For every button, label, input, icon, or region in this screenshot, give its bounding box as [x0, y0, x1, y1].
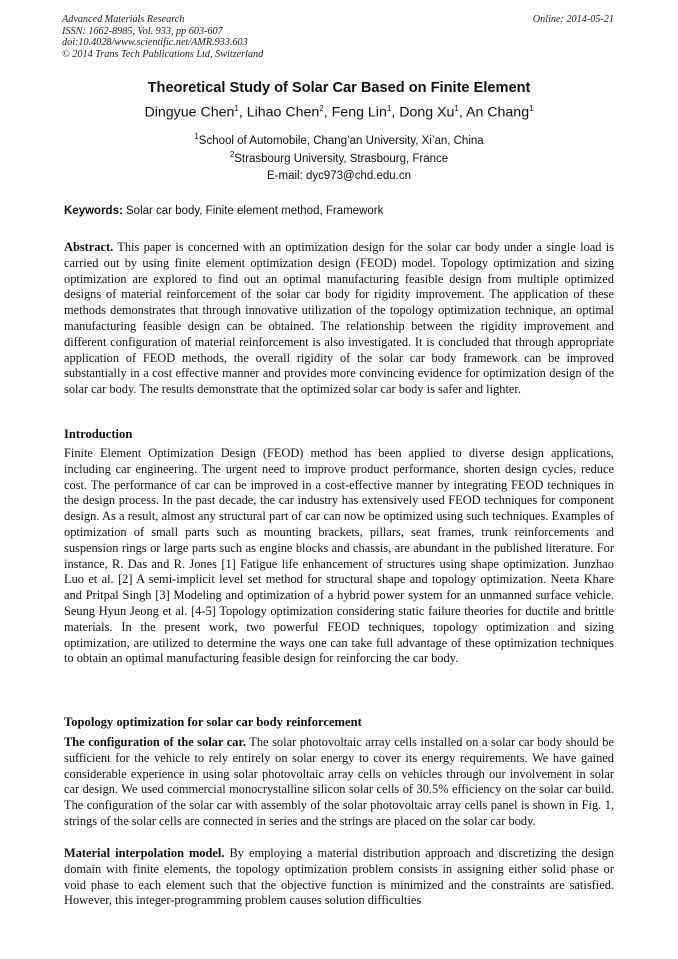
email: E-mail: dyc973@chd.edu.cn: [267, 170, 411, 182]
introduction-text: Finite Element Optimization Design (FEOD) method has been applied to diverse design applications, including car engineering. The urgent need to improve product performance, shorten design cycles, reduce cost. The performance of car can be improved in a cost-effective manner by integrating FEOD techniques in the design process. In the past decade, the car industry has extensively used FEOD techniques for component design. As a result, almost any structural part of car can now be optimized using such techniques. Examples of optimization of small parts such as mounting brackets, pillars, seat frames, trunk reinforcements and suspension rings or large parts such as engine blocks and chassis, are abundant in the published literature. For instance, R. Das and R. Jones [1] Fatigue life enhancement of structures using shape optimization. Junzhao Luo et al. [2] A semi-implicit level set method for structural shape and topology optimization. Neeta Khare and Pritpal Singh [3] Modeling and optimization of a hybrid power system for an unmanned surface vehicle. Seung Hyun Jeong et al. [4-5] Topology optimization considering static failure theories for ductile and brittle materials. In the present work, two powerful FEOD techniques, topology optimization and sizing optimization, are utilized to determine the ways one can take full advantage of these optimization techniques to obtain an optimal manufacturing feasible design for reinforcing the car body.: [64, 446, 614, 666]
abstract: [64, 240, 614, 398]
author-separator: ,: [238, 104, 247, 121]
affiliation-2: [0, 150, 678, 165]
affiliation-1: [0, 132, 678, 147]
copyright: © 2014 Trans Tech Publications Ltd, Switzerland: [62, 48, 264, 60]
author-affil-mark: 1: [529, 104, 534, 113]
paper-title: Theoretical Study of Solar Car Based on Finite Element: [147, 80, 531, 96]
author-list: [0, 104, 678, 121]
introduction-heading: Introduction: [64, 427, 133, 441]
material-paragraph: [64, 846, 614, 909]
author: Lihao Chen: [246, 104, 320, 121]
configuration-paragraph: [64, 735, 614, 830]
affiliation-text: Strasbourg University, Strasbourg, France: [234, 152, 449, 165]
material-label: Material interpolation model.: [64, 846, 225, 860]
affiliation-mark: 1: [194, 132, 199, 141]
abstract-text: This paper is concerned with an optimization design for the solar car body under a single load is carried out by using finite element optimization design (FEOD) model. Topology optimization and sizing optimization are explored to find out an optimal manufacturing feasible design from multiple optimized designs of material reinforcement of the solar car body for rigidity improvement. The application of these methods demonstrates that through innovative utilization of the topology optimization technique, an optimal manufacturing feasible design can be obtained. The relationship between the rigidity improvement and different configuration of material reinforcement is also investigated. It is concluded that through appropriate application of FEOD methods, the overall rigidity of the solar car body framework can be improved substantially in a cost effective manner and provides more convincing evidence for optimization design of the solar car body. The results demonstrate that the optimized solar car body is safer and lighter.: [64, 240, 615, 397]
author-affil-mark: 2: [319, 104, 324, 113]
author-affil-mark: 1: [234, 104, 239, 113]
author-separator: ,: [391, 104, 400, 121]
keywords-text: Solar car body, Finite element method, Framework: [126, 205, 384, 217]
topology-heading: Topology optimization for solar car body reinforcement: [64, 715, 362, 729]
author-separator: ,: [458, 104, 466, 121]
author: Dingyue Chen: [144, 104, 235, 121]
online-date: Online: 2014-05-21: [532, 14, 614, 25]
author-affil-mark: 1: [454, 104, 459, 113]
issn: ISSN: 1662-8985, Vol. 933, pp 603-607: [62, 25, 223, 37]
material-text: By employing a material distribution approach and discretizing the design domain with finite elements, the topology optimization problem consists in assigning either solid phase or void phase to each element such that the objective function is minimized and the constraints are satisfied. However, this integer-programming problem causes solution difficulties: [64, 846, 614, 908]
keywords: [64, 205, 383, 217]
author-separator: ,: [323, 104, 332, 121]
journal-name: Advanced Materials Research: [62, 14, 185, 25]
configuration-label: The configuration of the solar car.: [64, 735, 246, 749]
affiliation-mark: 2: [229, 150, 235, 159]
author: Feng Lin: [331, 104, 387, 121]
keywords-label: Keywords:: [64, 205, 123, 217]
abstract-label: Abstract.: [64, 240, 114, 254]
author: An Chang: [465, 104, 530, 121]
author-affil-mark: 1: [386, 104, 392, 113]
journal-meta: [62, 14, 263, 60]
affiliation-text: School of Automobile, Chang’an University, Xi’an, China: [198, 134, 484, 147]
doi: doi:10.4028/www.scientific.net/AMR.933.603: [62, 37, 248, 49]
author: Dong Xu: [399, 104, 455, 121]
configuration-text: The solar photovoltaic array cells installed on a solar car body should be sufficient for the vehicle to rely entirely on solar energy to cover its energy requirements. We have gained considerable experience in using solar photovoltaic array cells on vehicles through our involvement in solar car design. We used commercial monocrystalline silicon solar cells of 30.5% efficiency on the solar car build. The configuration of the solar car with assembly of the solar photovoltaic array cells panel is shown in Fig. 1, strings of the solar cells are connected in series and the strings are placed on the solar car body.: [64, 735, 614, 828]
